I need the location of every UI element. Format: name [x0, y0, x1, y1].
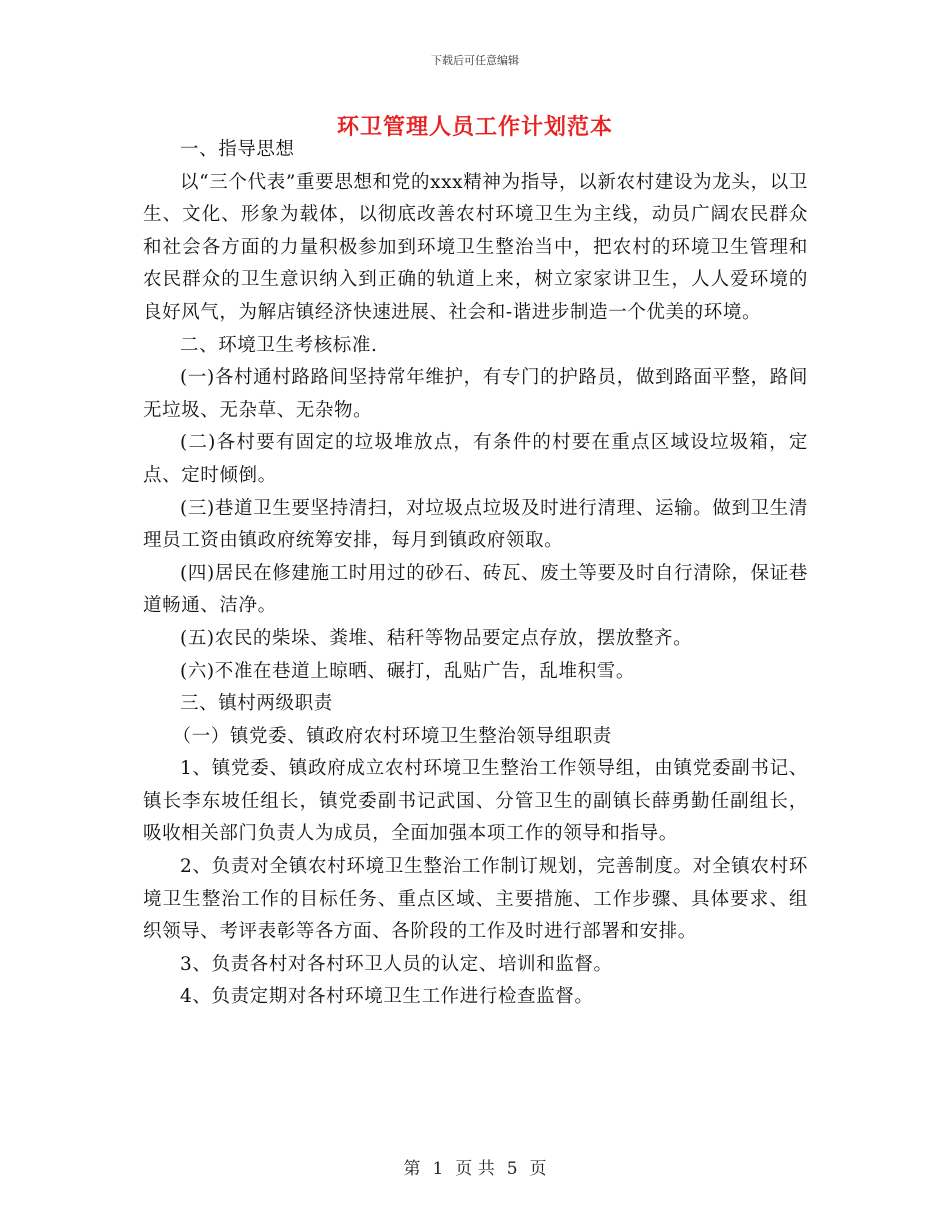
footer-suffix: 页 — [529, 1159, 547, 1179]
page-number: 1 — [432, 1159, 444, 1179]
page-footer — [0, 1154, 950, 1179]
subsection-heading: （一）镇党委、镇政府农村环境卫生整治领导组职责 — [172, 725, 612, 747]
paragraph: 3、负责各村对各村环卫人员的认定、培训和监督。 — [180, 953, 613, 975]
section-heading: 三、镇村两级职责 — [180, 693, 333, 715]
paragraph: (四)居民在修建施工时用过的砂石、砖瓦、废土等要及时自行清除，保证巷道畅通、洁净。 — [143, 562, 808, 617]
paragraph: (五)农民的柴垛、粪堆、秸秆等物品要定点存放，摆放整齐。 — [180, 627, 693, 649]
footer-middle: 页 共 — [455, 1159, 495, 1179]
total-pages: 5 — [506, 1159, 518, 1179]
paragraph: (六)不准在巷道上晾晒、碾打，乱贴广告，乱堆积雪。 — [180, 660, 635, 682]
paragraph: 2、负责对全镇农村环境卫生整治工作制订规划，完善制度。对全镇农村环境卫生整治工作的目标任务、重点区域、主要措施、工作步骤、具体要求、组织领导、考评表彰等各方面、各阶段的工作及时进行部署和安排。 — [143, 856, 808, 943]
page-header: 下载后可任意编辑 — [431, 54, 519, 67]
paragraph: (三)巷道卫生要坚持清扫，对垃圾点垃圾及时进行清理、运输。做到卫生清理员工资由镇政府统筹安排，每月到镇政府领取。 — [143, 497, 808, 552]
paragraph: 4、负责定期对各村环境卫生工作进行检查监督。 — [180, 986, 594, 1008]
document-title: 环卫管理人员工作计划范本 — [336, 114, 613, 140]
paragraph: (二)各村要有固定的垃圾堆放点，有条件的村要在重点区域设垃圾箱，定点、定时倾倒。 — [143, 432, 808, 486]
document-body — [143, 134, 808, 1014]
section-heading: 二、环境卫生考核标准. — [180, 334, 378, 356]
footer-prefix: 第 — [403, 1159, 421, 1179]
section-heading: 一、指导思想 — [180, 139, 295, 160]
paragraph: 以“三个代表”重要思想和党的xxx精神为指导，以新农村建设为龙头，以卫生、文化、形象为载体，以彻底改善农村环境卫生为主线，动员广阔农民群众和社会各方面的力量积极参加到环境卫生整治当中，把农村的环境卫生管理和农民群众的卫生意识纳入到正确的轨道上来，树立家家讲卫生，人人爱环境的良好风气，为解店镇经济快速进展、社会和-谐进步制造一个优美的环境。 — [143, 171, 808, 323]
paragraph: (一)各村通村路路间坚持常年维护，有专门的护路员，做到路面平整，路间无垃圾、无杂草、无杂物。 — [143, 367, 808, 421]
paragraph: 1、镇党委、镇政府成立农村环境卫生整治工作领导组，由镇党委副书记、镇长李东坡任组长，镇党委副书记武国、分管卫生的副镇长薛勇勤任副组长，吸收相关部门负责人为成员，全面加强本项工作的领导和指导。 — [143, 758, 808, 845]
